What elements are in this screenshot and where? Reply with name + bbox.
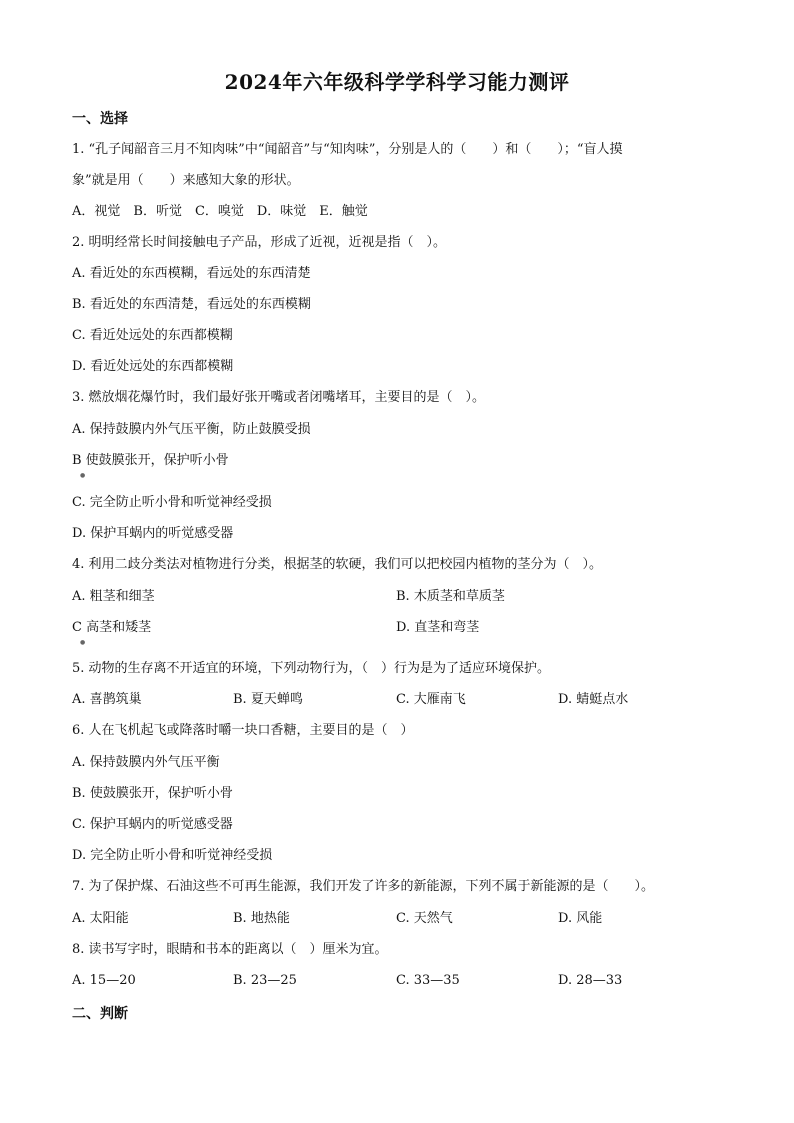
- question-6-option-b: B. 使鼓膜张开，保护听小骨: [72, 786, 233, 801]
- question-4-option-a: A. 粗茎和细茎: [72, 589, 155, 604]
- question-4-stem: 4. 利用二歧分类法对植物进行分类，根据茎的软硬，我们可以把校园内植物的茎分为（ ）。: [72, 557, 603, 572]
- question-4-option-c: C 高茎和矮茎: [72, 620, 152, 635]
- question-8-option-b: B. 23—25: [233, 973, 297, 988]
- question-5-option-c: C. 大雁南飞: [396, 692, 466, 707]
- question-8-option-a: A. 15—20: [72, 973, 136, 988]
- question-5-option-a: A. 喜鹊筑巢: [72, 692, 142, 707]
- question-6-stem: 6. 人在飞机起飞或降落时嚼一块口香糖，主要目的是（ ）: [72, 723, 414, 738]
- question-7-option-b: B. 地热能: [233, 911, 290, 926]
- question-6-option-c: C. 保护耳蜗内的听觉感受器: [72, 817, 233, 832]
- question-2-option-a: A. 看近处的东西模糊，看远处的东西清楚: [72, 266, 311, 281]
- question-7-option-c: C. 天然气: [396, 911, 453, 926]
- question-2-option-b: B. 看近处的东西清楚，看远处的东西模糊: [72, 297, 311, 312]
- question-3-option-b: B 使鼓膜张开，保护听小骨: [72, 453, 229, 468]
- question-3-option-d: D. 保护耳蜗内的听觉感受器: [72, 526, 234, 541]
- question-1-stem-line1: 1. “孔子闻韶音三月不知肉味”中“闻韶音”与“知肉味”，分别是人的（ ）和（ ）；“盲人摸: [72, 142, 623, 157]
- question-3-option-c: C. 完全防止听小骨和听觉神经受损: [72, 495, 272, 510]
- question-2-option-c: C. 看近处远处的东西都模糊: [72, 328, 233, 343]
- question-2-option-d: D. 看近处远处的东西都模糊: [72, 359, 234, 374]
- question-1-stem-line2: 象”就是用（ ）来感知大象的形状。: [72, 173, 300, 188]
- question-5-stem: 5. 动物的生存离不开适宜的环境，下列动物行为，（ ）行为是为了适应环境保护。: [72, 661, 551, 676]
- question-1-options: A．视觉 B．听觉 C．嗅觉 D．味觉 E．触觉: [72, 204, 368, 219]
- question-7-option-a: A. 太阳能: [72, 911, 129, 926]
- question-2-stem: 2. 明明经常长时间接触电子产品，形成了近视，近视是指（ ）。: [72, 235, 447, 250]
- question-7-option-d: D. 风能: [558, 911, 603, 926]
- question-6-option-d: D. 完全防止听小骨和听觉神经受损: [72, 848, 273, 863]
- question-7-stem: 7. 为了保护煤、石油这些不可再生能源，我们开发了许多的新能源，下列不属于新能源的是（ ）。: [72, 879, 655, 894]
- stray-dot-mark: ●: [80, 639, 86, 646]
- question-8-option-c: C. 33—35: [396, 973, 460, 988]
- section-heading-choice: 一、选择: [72, 111, 128, 127]
- question-4-option-b: B. 木质茎和草质茎: [396, 589, 505, 604]
- question-3-option-a: A. 保持鼓膜内外气压平衡，防止鼓膜受损: [72, 422, 311, 437]
- section-heading-judgement: 二、判断: [72, 1006, 128, 1022]
- page-title: 2024年六年级科学学科学习能力测评: [224, 70, 570, 94]
- question-8-stem: 8. 读书写字时，眼睛和书本的距离以（ ）厘米为宜。: [72, 942, 388, 957]
- question-5-option-d: D. 蜻蜓点水: [558, 692, 629, 707]
- question-3-stem: 3. 燃放烟花爆竹时，我们最好张开嘴或者闭嘴堵耳，主要目的是（ ）。: [72, 390, 486, 405]
- stray-dot-mark: ●: [80, 472, 86, 479]
- question-6-option-a: A. 保持鼓膜内外气压平衡: [72, 755, 220, 770]
- question-4-option-d: D. 直茎和弯茎: [396, 620, 480, 635]
- question-8-option-d: D. 28—33: [558, 973, 623, 988]
- question-5-option-b: B. 夏天蝉鸣: [233, 692, 303, 707]
